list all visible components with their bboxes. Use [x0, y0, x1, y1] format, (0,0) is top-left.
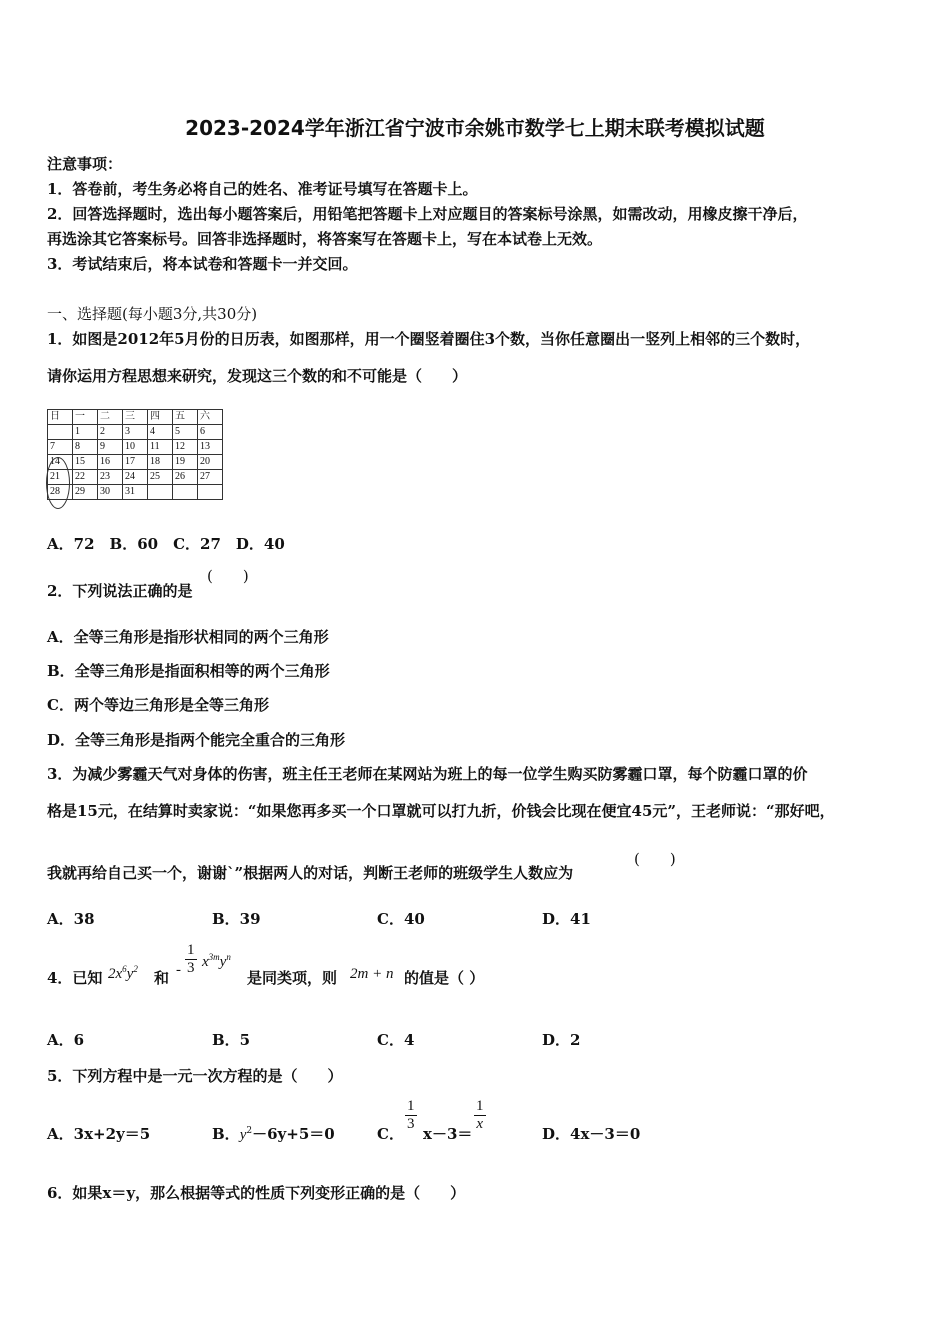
q5-option-b [212, 1123, 335, 1144]
calendar-cell: 15 [73, 455, 98, 470]
notes-heading: 注意事项： [47, 155, 123, 173]
calendar-cell: 16 [98, 455, 123, 470]
q3-option-b: B．39 [212, 910, 261, 928]
calendar-cell: 13 [198, 440, 223, 455]
q4-neg-sign: - [176, 962, 181, 978]
calendar-cell: 8 [73, 440, 98, 455]
q3-line3: 我就再给自己买一个，谢谢`”根据两人的对话，判断王老师的班级学生人数应为 [47, 864, 574, 882]
calendar-cell: 27 [198, 470, 223, 485]
q4-prefix: 4．已知 [47, 969, 103, 987]
q6-stem: 6．如果x＝y，那么根据等式的性质下列变形正确的是（ ） [47, 1184, 466, 1202]
calendar-cell: 28 [48, 485, 73, 500]
calendar-cell: 14 [48, 455, 73, 470]
q5-frac2-den: x [474, 1115, 486, 1133]
calendar-header-cell: 三 [123, 410, 148, 425]
q1-options: A．72 B．60 C．27 D．40 [47, 535, 285, 553]
calendar-header-cell: 四 [148, 410, 173, 425]
calendar-header-cell: 五 [173, 410, 198, 425]
calendar-cell: 21 [48, 470, 73, 485]
q5-option-b-exp: 2 [246, 1126, 253, 1136]
calendar-cell: 9 [98, 440, 123, 455]
q4-expr1-coef: 2x [108, 966, 123, 982]
calendar-cell: 7 [48, 440, 73, 455]
q5-option-b-var: y [239, 1127, 247, 1143]
q4-fraction-body [185, 942, 197, 977]
calendar-cell [198, 485, 223, 500]
q4-expr1-exp2: 2 [133, 964, 138, 974]
calendar-cell: 22 [73, 470, 98, 485]
q3-line1: 3．为减少雾霾天气对身体的伤害，班主任王老师在某网站为班上的每一位学生购买防雾霾口罩，每个防霾口罩的价 [47, 765, 808, 783]
q4-expr2-exp2: n [226, 952, 231, 962]
q4-expr2-var2: y [219, 954, 227, 970]
q4-fraction [185, 942, 197, 977]
calendar-row [48, 455, 223, 470]
note-item-3: 3．考试结束后，将本试卷和答题卡一并交回。 [47, 255, 358, 273]
note-item-2: 2．回答选择题时，选出每小题答案后，用铅笔把答题卡上对应题目的答案标号涂黑，如需改动，用橡皮擦干净后， [47, 205, 808, 223]
q5-option-b-label: B． [212, 1125, 240, 1143]
q5-option-a: A．3x+2y＝5 [47, 1125, 151, 1143]
calendar-header-cell: 二 [98, 410, 123, 425]
q1-line2: 请你运用方程思想来研究，发现这三个数的和不可能是（ ） [47, 367, 468, 385]
calendar-cell: 1 [73, 425, 98, 440]
q5-option-c-label: C． [377, 1125, 404, 1143]
calendar-header-cell: 六 [198, 410, 223, 425]
q2-paren: ( ) [207, 567, 249, 585]
q5-frac1-den: 3 [407, 1116, 415, 1132]
q4-expr2 [202, 952, 231, 971]
page-title: 2023-2024学年浙江省宁波市余姚市数学七上期末联考模拟试题 [185, 116, 765, 140]
q4-and: 和 [154, 969, 170, 987]
calendar-cell: 12 [173, 440, 198, 455]
q5-frac2-num: 1 [476, 1098, 484, 1114]
q3-option-a: A．38 [47, 910, 95, 928]
q2-option-c: C．两个等边三角形是全等三角形 [47, 696, 269, 714]
calendar-cell: 26 [173, 470, 198, 485]
q5-option-c-mid: x－3＝ [423, 1125, 473, 1143]
q2-stem: 2．下列说法正确的是 [47, 582, 193, 600]
q4-suffix: 的值是（ ） [404, 969, 485, 987]
calendar-table [47, 409, 223, 500]
q4-frac-num: 1 [187, 942, 195, 958]
calendar-cell: 23 [98, 470, 123, 485]
calendar-cell: 11 [148, 440, 173, 455]
calendar-cell: 3 [123, 425, 148, 440]
calendar-cell: 18 [148, 455, 173, 470]
q1-line1: 1．如图是2012年5月份的日历表，如图那样，用一个圈竖着圈住3个数，当你任意圈出一竖列上相邻的三个数时， [47, 330, 811, 348]
calendar-cell: 5 [173, 425, 198, 440]
calendar-cell: 24 [123, 470, 148, 485]
calendar-header-cell: 日 [48, 410, 73, 425]
q4-frac-den: 3 [187, 960, 195, 976]
calendar-cell [173, 485, 198, 500]
calendar-row [48, 440, 223, 455]
calendar-cell [148, 485, 173, 500]
q4-expr2-var1: x [202, 954, 209, 970]
calendar-header-row [48, 410, 223, 425]
calendar-cell: 19 [173, 455, 198, 470]
q4-expr1-var2: y [126, 966, 134, 982]
q3-option-d: D．41 [542, 910, 591, 928]
q3-option-c: C．40 [377, 910, 425, 928]
q4-expr2-exp1: 3m [208, 952, 220, 962]
calendar-cell: 2 [98, 425, 123, 440]
q5-option-b-rest: －6y+5＝0 [252, 1125, 335, 1143]
q5-option-c-frac1 [405, 1098, 417, 1133]
q2-option-d: D．全等三角形是指两个能完全重合的三角形 [47, 731, 346, 749]
calendar-cell: 31 [123, 485, 148, 500]
q4-option-b: B．5 [212, 1031, 251, 1049]
calendar-cell: 25 [148, 470, 173, 485]
q5-option-c-frac2 [474, 1098, 486, 1133]
q4-mid: 是同类项，则 [247, 969, 338, 987]
calendar-cell: 6 [198, 425, 223, 440]
section-heading: 一、选择题(每小题3分,共30分) [47, 305, 258, 323]
q4-option-c: C．4 [377, 1031, 415, 1049]
q3-paren: ( ) [634, 850, 676, 868]
q4-expr3: 2m + n [350, 966, 394, 982]
q3-line2: 格是15元，在结算时卖家说：“如果您再多买一个口罩就可以打九折，价钱会比现在便宜45元”，王老师说：“那好吧， [47, 802, 835, 820]
q5-stem: 5．下列方程中是一元一次方程的是（ ） [47, 1067, 343, 1085]
note-item-2-cont: 再选涂其它答案标号。回答非选择题时，将答案写在答题卡上，写在本试卷上无效。 [47, 230, 603, 248]
q2-option-b: B．全等三角形是指面积相等的两个三角形 [47, 662, 330, 680]
calendar-cell: 4 [148, 425, 173, 440]
calendar-row [48, 485, 223, 500]
q5-frac1-num: 1 [407, 1098, 415, 1114]
calendar-cell: 29 [73, 485, 98, 500]
calendar-cell [48, 425, 73, 440]
q5-frac1-body [405, 1098, 417, 1133]
calendar-cell: 17 [123, 455, 148, 470]
calendar-cell: 30 [98, 485, 123, 500]
q5-frac2-body [474, 1098, 486, 1133]
calendar-cell: 20 [198, 455, 223, 470]
calendar-row [48, 470, 223, 485]
q4-option-a: A．6 [47, 1031, 85, 1049]
q2-option-a: A．全等三角形是指形状相同的两个三角形 [47, 628, 329, 646]
q4-option-d: D．2 [542, 1031, 581, 1049]
calendar-cell: 10 [123, 440, 148, 455]
calendar-row [48, 425, 223, 440]
q4-expr1-exp1: 6 [122, 964, 127, 974]
note-item-1: 1．答卷前，考生务必将自己的姓名、准考证号填写在答题卡上。 [47, 180, 478, 198]
q5-option-d: D．4x－3＝0 [542, 1125, 641, 1143]
calendar-header-cell: 一 [73, 410, 98, 425]
calendar-circle-mark [46, 457, 70, 509]
q4-expr1 [108, 964, 138, 983]
